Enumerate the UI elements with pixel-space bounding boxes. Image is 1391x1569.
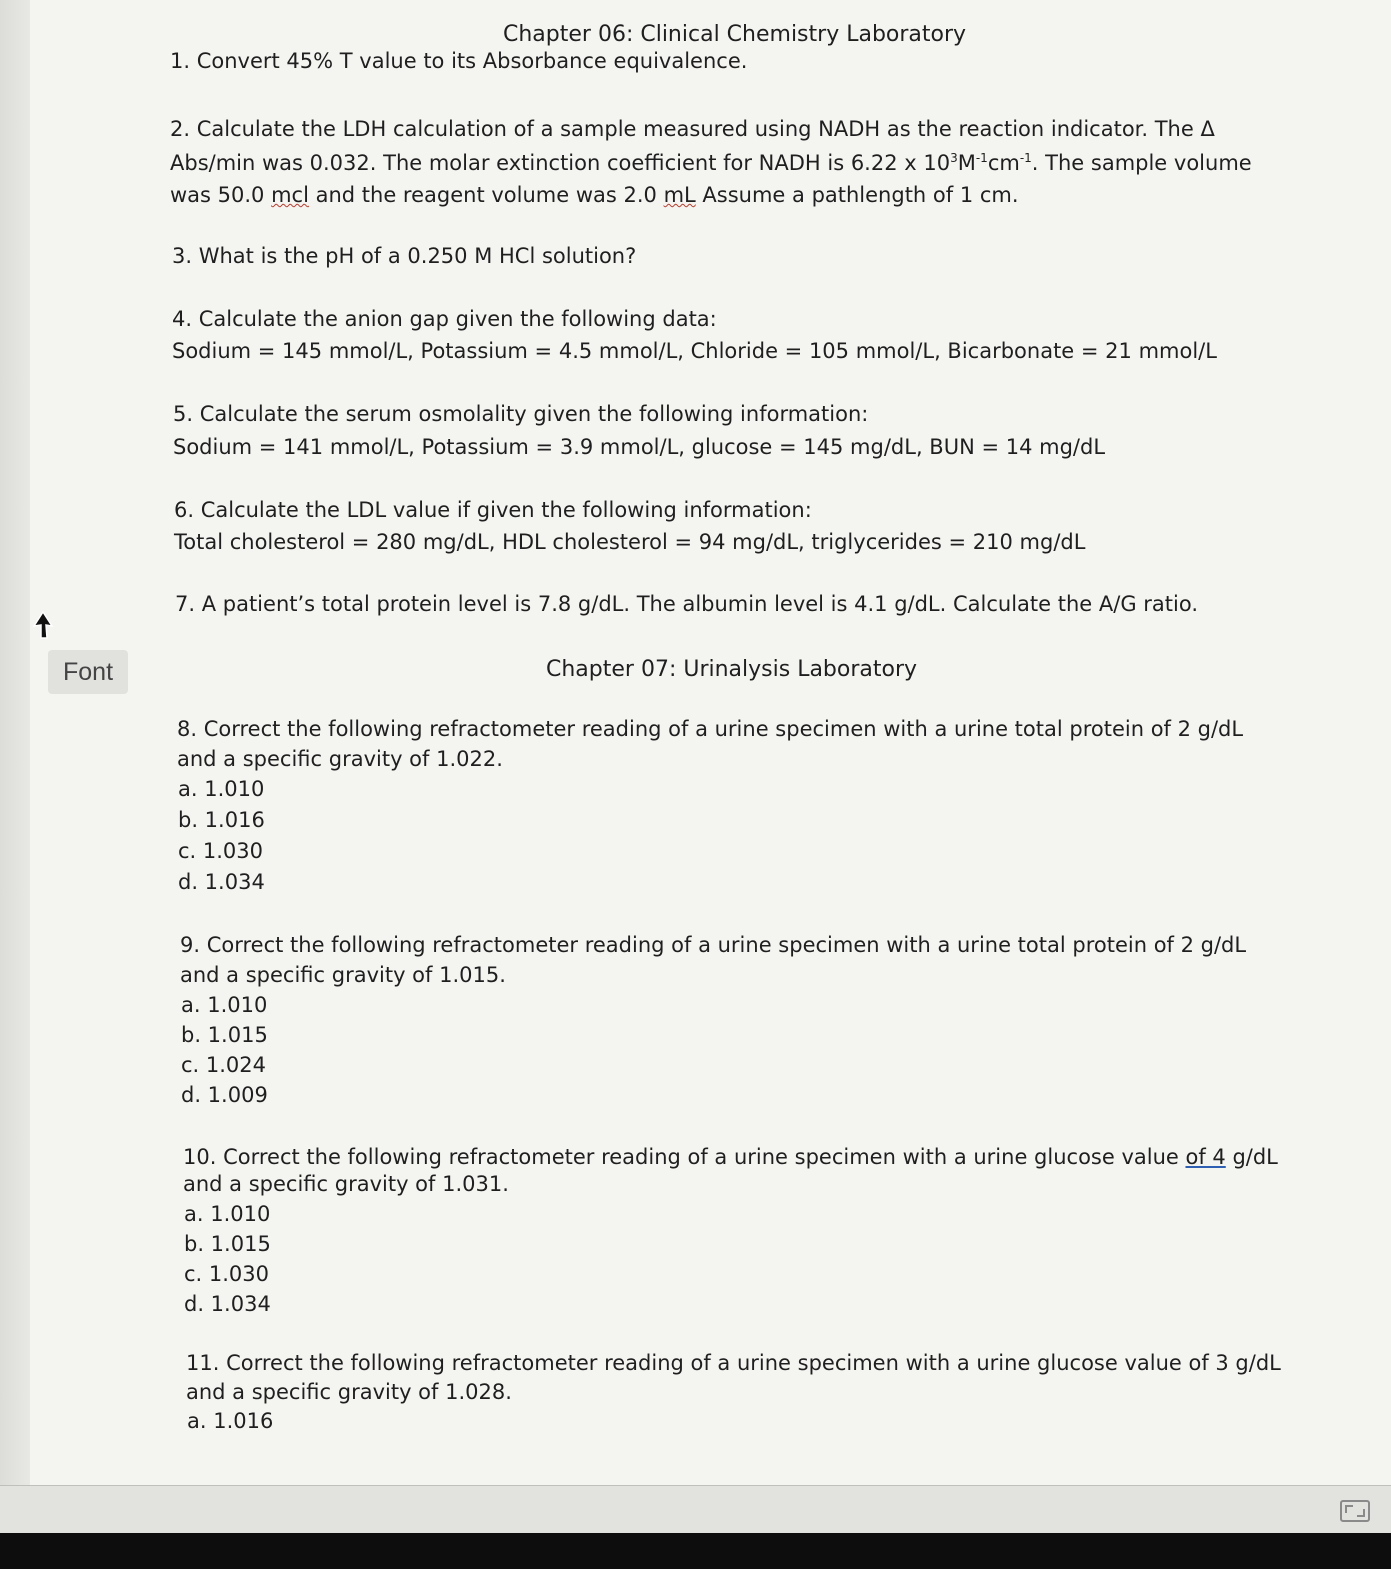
q2-sup-2: -1: [975, 151, 988, 165]
chapter-06-heading: Chapter 06: Clinical Chemistry Laboratory: [503, 22, 967, 47]
q2-text-a: Abs/min was 0.032. The molar extinction coefficient for NADH is 6.22 x 10: [170, 151, 951, 175]
question-8-option: c. 1.030: [178, 839, 264, 863]
question-10-line-2: and a specific gravity of 1.031.: [183, 1172, 509, 1196]
grammar-flag-of-4[interactable]: of 4: [1185, 1145, 1226, 1169]
question-10-option: c. 1.030: [184, 1262, 270, 1286]
question-9-line-2: and a specific gravity of 1.015.: [180, 963, 506, 987]
question-5-line-2: Sodium = 141 mmol/L, Potassium = 3.9 mmol/L, glucose = 145 mg/dL, BUN = 14 mg/dL: [173, 435, 1106, 459]
question-1: 1. Convert 45% T value to its Absorbance equivalence.: [170, 49, 748, 73]
question-4-line-1: 4. Calculate the anion gap given the following data:: [172, 307, 717, 331]
question-6-line-2: Total cholesterol = 280 mg/dL, HDL cholesterol = 94 mg/dL, triglycerides = 210 mg/dL: [174, 530, 1086, 554]
question-10-line-1: [183, 1144, 1278, 1170]
mouse-cursor-icon: [30, 610, 56, 642]
q2-text-c: cm: [987, 151, 1020, 175]
question-11-line-2: and a specific gravity of 1.028.: [186, 1380, 512, 1404]
question-9-option: b. 1.015: [181, 1023, 268, 1047]
q2-text-d: . The sample volume: [1031, 151, 1252, 175]
question-11-option: a. 1.016: [187, 1409, 274, 1433]
bottom-toolbar: [0, 1485, 1391, 1534]
q10-text-a: 10. Correct the following refractometer reading of a urine specimen with a urine glucose value: [183, 1145, 1186, 1169]
question-10-option: a. 1.010: [184, 1202, 271, 1226]
question-7: 7. A patient’s total protein level is 7.8 g/dL. The albumin level is 4.1 g/dL. Calculate the A/G ratio.: [175, 592, 1198, 616]
left-rail: [0, 0, 31, 1485]
question-8-option: d. 1.034: [178, 870, 265, 894]
q10-text-b: g/dL: [1225, 1145, 1278, 1169]
question-4-line-2: Sodium = 145 mmol/L, Potassium = 4.5 mmol/L, Chloride = 105 mmol/L, Bicarbonate = 21 mmol/L: [172, 339, 1217, 363]
question-9-option: c. 1.024: [181, 1053, 267, 1077]
q2-line3-b: and the reagent volume was 2.0: [308, 183, 664, 207]
question-8-option: b. 1.016: [178, 808, 265, 832]
question-11-line-1: 11. Correct the following refractometer reading of a urine specimen with a urine glucose value of 3 g/dL: [186, 1351, 1281, 1375]
fullscreen-icon[interactable]: [1340, 1500, 1370, 1522]
question-10-option: b. 1.015: [184, 1232, 271, 1256]
question-8-line-1: 8. Correct the following refractometer reading of a urine specimen with a urine total protein of 2 g/dL: [177, 717, 1244, 741]
q2-sup-1: 3: [950, 151, 958, 165]
screen-bezel: [0, 1533, 1391, 1569]
q2-line3-a: was 50.0: [170, 183, 272, 207]
question-5-line-1: 5. Calculate the serum osmolality given the following information:: [173, 402, 869, 426]
spellcheck-mcl[interactable]: mcl: [271, 183, 309, 207]
font-button[interactable]: Font: [48, 650, 128, 694]
question-9-line-1: 9. Correct the following refractometer reading of a urine specimen with a urine total protein of 2 g/dL: [180, 933, 1247, 957]
q2-sup-3: -1: [1019, 151, 1032, 165]
question-6-line-1: 6. Calculate the LDL value if given the following information:: [174, 498, 812, 522]
chapter-07-heading: Chapter 07: Urinalysis Laboratory: [546, 657, 918, 682]
question-9-option: a. 1.010: [181, 993, 268, 1017]
question-9-option: d. 1.009: [181, 1083, 268, 1107]
spellcheck-ml[interactable]: mL: [663, 183, 696, 207]
question-10-option: d. 1.034: [184, 1292, 271, 1316]
question-2-line-2: [170, 150, 1252, 176]
question-2-line-1: 2. Calculate the LDH calculation of a sample measured using NADH as the reaction indicator. The Δ: [170, 117, 1215, 141]
question-8-option: a. 1.010: [178, 777, 265, 801]
question-3: 3. What is the pH of a 0.250 M HCl solution?: [172, 244, 637, 268]
q2-line3-c: Assume a pathlength of 1 cm.: [695, 183, 1019, 207]
question-2-line-3: [170, 182, 1019, 208]
question-8-line-2: and a specific gravity of 1.022.: [177, 747, 503, 771]
q2-text-b: M: [957, 151, 976, 175]
